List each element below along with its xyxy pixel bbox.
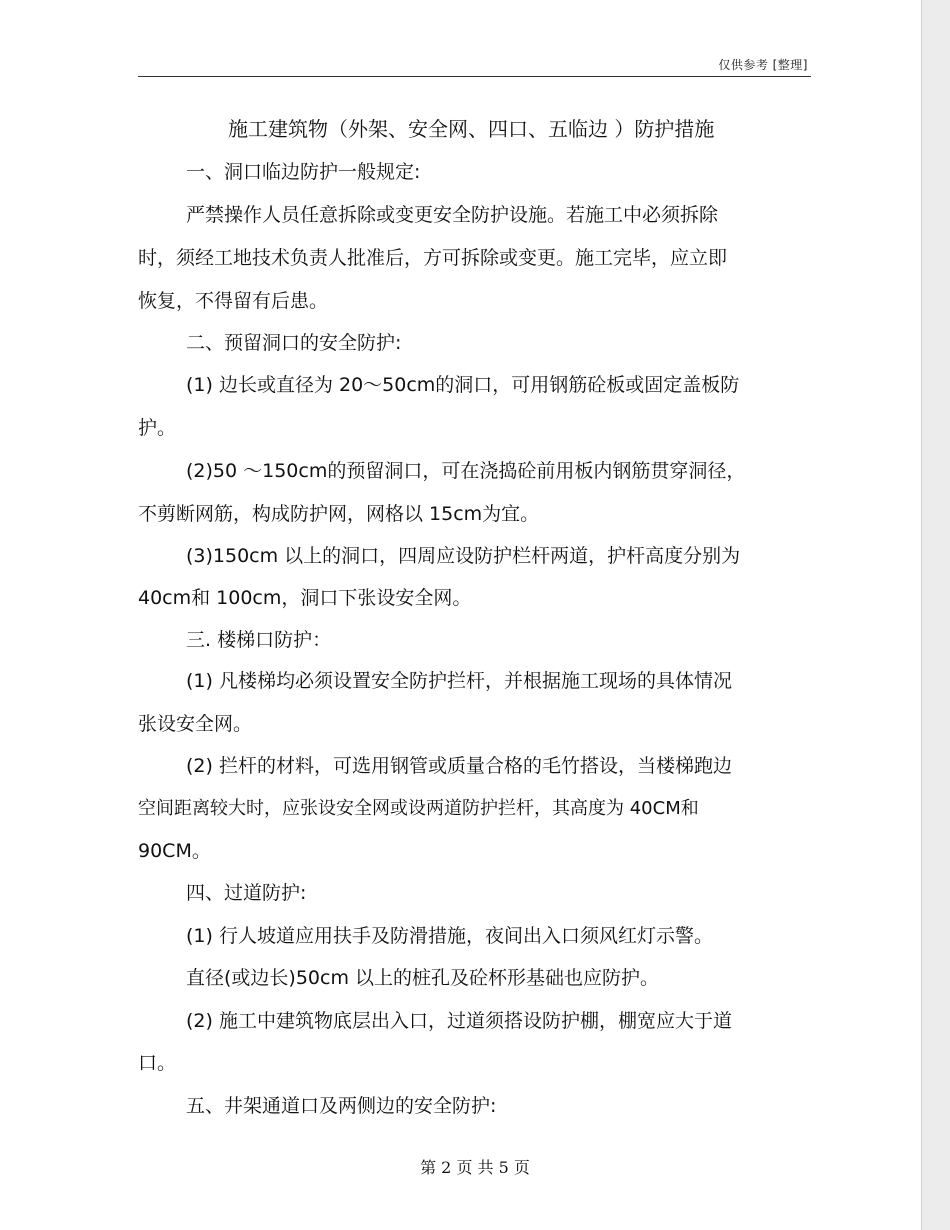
paragraph-line: (1) 凡楼梯均必须设置安全防护拦杆，并根据施工现场的具体情况 [186,670,732,692]
paragraph-line: (3)150cm 以上的洞口，四周应设防护栏杆两道，护杆高度分别为 [186,545,741,567]
paragraph-line: 90CM。 [138,840,211,862]
paragraph-line: 护。 [138,417,177,439]
page-number: 第 2 页 共 5 页 [420,1158,530,1177]
document-title: 施工建筑物（外架、安全网、四口、五临边 ）防护措施 [228,117,715,141]
paragraph-line: 口。 [138,1052,177,1074]
paragraph-line: (1) 行人坡道应用扶手及防滑措施，夜间出入口须风红灯示警。 [186,925,713,947]
paragraph-line: 空间距离较大时，应张设安全网或设两道防护拦杆，其高度为 40CM和 [138,798,699,819]
paragraph-line: (2)50 ～150cm的预留洞口，可在浇捣砼前用板内钢筋贯穿洞径， [186,460,746,482]
paragraph-line: 40cm和 100cm，洞口下张设安全网。 [138,587,472,609]
paragraph-line: 不剪断网筋，构成防护网，网格以 15cm为宜。 [138,503,540,525]
paragraph-line: 时，须经工地技术负责人批准后，方可拆除或变更。施工完毕，应立即 [138,247,728,269]
paragraph-line: (1) 边长或直径为 20～50cm的洞口，可用钢筋砼板或固定盖板防 [186,374,740,396]
paragraph-line: 直径(或边长)50cm 以上的桩孔及砼杯形基础也应防护。 [186,967,659,989]
section-heading: 五、井架通道口及两侧边的安全防护: [186,1095,497,1117]
paragraph-line: 严禁操作人员任意拆除或变更安全防护设施。若施工中必须拆除 [186,204,719,226]
section-heading: 一、洞口临边防护一般规定: [186,161,421,183]
section-heading: 二、预留洞口的安全防护: [186,332,402,354]
header-note: 仅供参考 [整理] [718,58,808,72]
paragraph-line: 恢复，不得留有后患。 [138,290,329,312]
section-heading: 三. 楼梯口防护： [186,629,332,651]
section-heading: 四、过道防护: [186,882,307,904]
paragraph-line: 张设安全网。 [138,713,253,735]
header-rule [138,76,811,77]
paragraph-line: (2) 拦杆的材料，可选用钢管或质量合格的毛竹搭设，当楼梯跑边 [186,755,732,777]
paragraph-line: (2) 施工中建筑物底层出入口，过道须搭设防护棚，棚宽应大于道 [186,1010,732,1032]
